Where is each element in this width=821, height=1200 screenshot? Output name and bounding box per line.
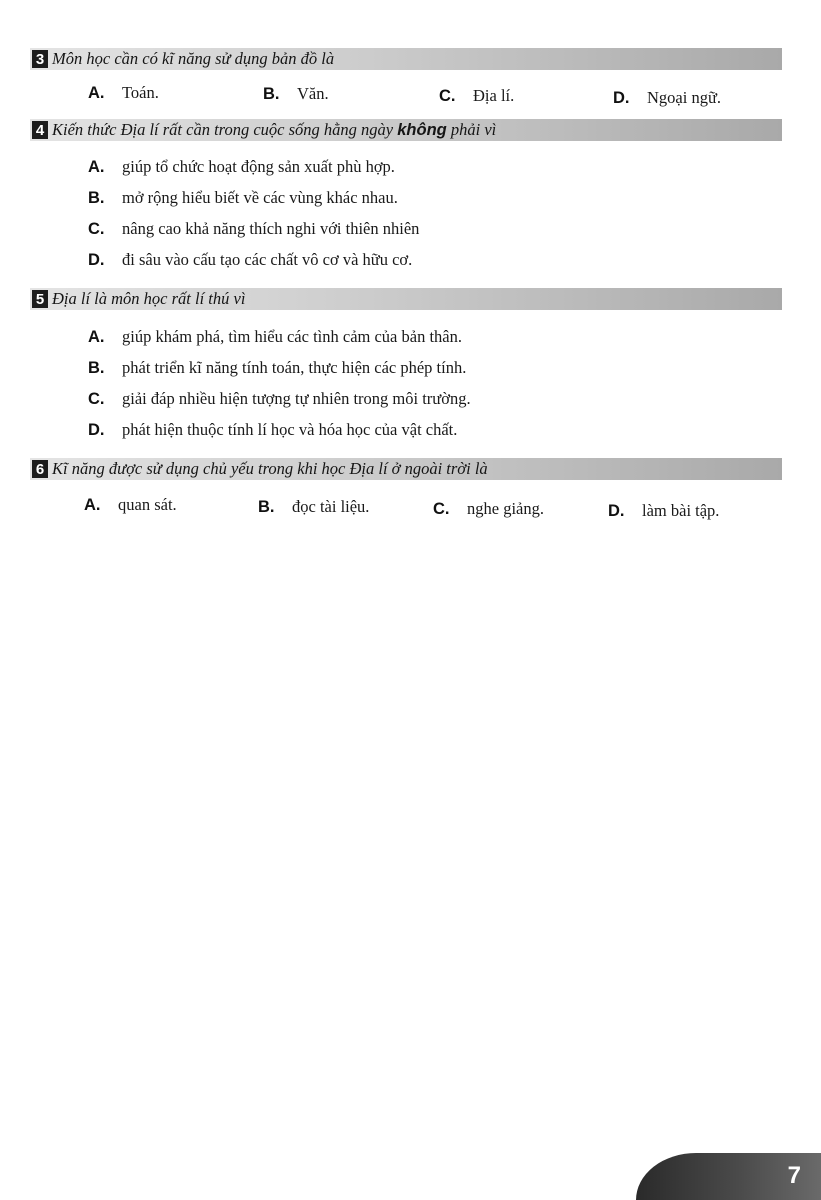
question-4-option-c: C. nâng cao khả năng thích nghi với thiên nhiên [88,219,420,238]
question-4-option-a: A. giúp tổ chức hoạt động sản xuất phù hợp. [88,157,395,176]
question-3-option-c: C. Địa lí. [439,86,515,105]
question-5-option-a: A. giúp khám phá, tìm hiểu các tình cảm của bản thân. [88,327,462,346]
question-3-number: 3 [32,50,48,68]
question-5-option-b: B. phát triển kĩ năng tính toán, thực hiện các phép tính. [88,358,467,377]
question-3-header [30,48,782,70]
question-5-option-c: C. giải đáp nhiều hiện tượng tự nhiên trong môi trường. [88,389,471,408]
question-6-option-d: D. làm bài tập. [608,501,720,520]
question-4-header [30,119,782,141]
question-5-option-d: D. phát hiện thuộc tính lí học và hóa học của vật chất. [88,420,458,439]
question-5-header [30,288,782,310]
question-6-option-b: B. đọc tài liệu. [258,497,370,516]
question-3-option-d: D. Ngoại ngữ. [613,88,722,107]
question-6-prompt: Kĩ năng được sử dụng chủ yếu trong khi học Địa lí ở ngoài trời là [52,459,488,478]
question-4-option-d: D. đi sâu vào cấu tạo các chất vô cơ và hữu cơ. [88,250,413,269]
question-6-option-a: A. quan sát. [84,495,177,514]
question-3-option-a: A. Toán. [88,83,159,102]
question-4-number: 4 [32,121,48,139]
question-6-option-c: C. nghe giảng. [433,499,544,518]
question-4-option-b: B. mở rộng hiểu biết về các vùng khác nhau. [88,188,398,207]
question-4-emphasis: không [397,121,447,139]
page-number: 7 [787,1162,801,1189]
question-5-number: 5 [32,290,48,308]
question-6-header [30,458,782,480]
question-3-option-b: B. Văn. [263,84,329,103]
question-5-prompt: Địa lí là môn học rất lí thú vì [52,289,246,308]
question-6-number: 6 [32,460,48,478]
question-3-prompt: Môn học cần có kĩ năng sử dụng bản đồ là [52,49,335,68]
question-4-prompt: Kiến thức Địa lí rất cần trong cuộc sống hằng ngày không phải vì [52,120,497,139]
